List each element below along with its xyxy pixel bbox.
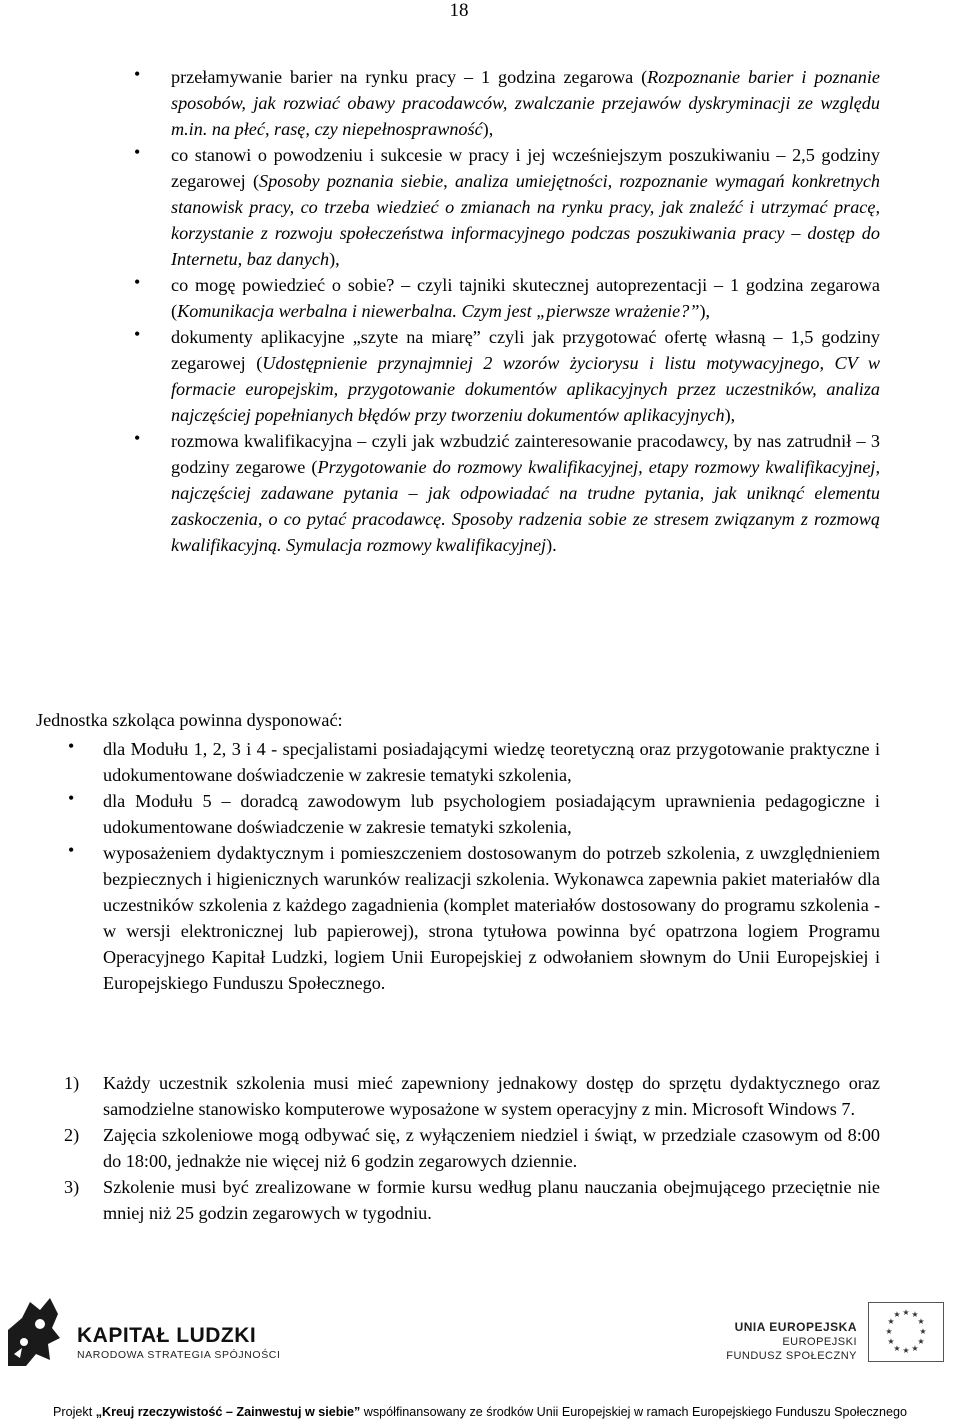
requirements-list bbox=[64, 736, 880, 996]
item-end: ), bbox=[482, 119, 494, 139]
requirements-intro: Jednostka szkoląca powinna dysponować: bbox=[36, 710, 343, 730]
bullet-icon: • bbox=[134, 272, 141, 292]
item-number: 2) bbox=[64, 1125, 80, 1145]
svg-text:★: ★ bbox=[917, 1317, 925, 1326]
footer-suffix: współfinansowany ze środków Unii Europejskiej w ramach Europejskiego Funduszu Społecznego bbox=[360, 1405, 907, 1419]
eu-label bbox=[726, 1320, 857, 1363]
bullet-icon: • bbox=[134, 64, 141, 84]
item-text: Szkolenie musi być zrealizowane w formie kursu według planu nauczania obejmującego przeciętnie nie mniej niż 25 godzin zegarowych w tygodniu. bbox=[103, 1177, 880, 1223]
footer-logos bbox=[0, 1296, 960, 1376]
item-end: ), bbox=[329, 249, 340, 269]
list-item bbox=[64, 736, 880, 788]
svg-text:★: ★ bbox=[911, 1310, 919, 1319]
kapital-ludzki-subtitle: NARODOWA STRATEGIA SPÓJNOŚCI bbox=[77, 1349, 281, 1361]
list-item bbox=[132, 64, 880, 142]
svg-text:★: ★ bbox=[911, 1344, 919, 1353]
item-text: dla Modułu 5 – doradcą zawodowym lub psychologiem posiadającym uprawnienia pedagogiczne i udokumentowane doświadczenie w zakresie tematyki szkolenia, bbox=[103, 791, 880, 837]
item-text: rozmowa kwalifikacyjna – czyli jak wzbudzić zainteresowanie pracodawcy, by nas zatrudnił – 3 godziny zegarowe ( bbox=[171, 431, 880, 477]
svg-text:★: ★ bbox=[917, 1337, 925, 1346]
item-detail: Komunikacja werbalna i niewerbalna. Czym jest „pierwsze wrażenie?” bbox=[177, 301, 700, 321]
list-item bbox=[132, 428, 880, 558]
item-end: ), bbox=[724, 405, 736, 425]
item-detail: Przygotowanie do rozmowy kwalifikacyjnej, etapy rozmowy kwalifikacyjnej, najczęściej zadawane pytania – jak odpowiadać na trudne pytania, jak uniknąć elementu zaskoczenia, o co pytać pracodawcę. Sposoby radzenia sobie ze stresem związanym z rozmową kwalifikacyjną. Symulacja rozmowy kwalifikacyjnej bbox=[171, 457, 880, 555]
eu-label-line: EUROPEJSKI bbox=[782, 1336, 857, 1348]
svg-text:★: ★ bbox=[885, 1327, 893, 1336]
eu-label-line: UNIA EUROPEJSKA bbox=[734, 1320, 857, 1334]
footer-project-name: „Kreuj rzeczywistość – Zainwestuj w siebie” bbox=[95, 1405, 361, 1419]
list-item bbox=[64, 1070, 880, 1122]
svg-text:★: ★ bbox=[919, 1327, 927, 1336]
kapital-ludzki-emblem-icon bbox=[0, 1296, 62, 1368]
svg-text:★: ★ bbox=[902, 1346, 910, 1355]
svg-text:★: ★ bbox=[887, 1317, 895, 1326]
item-detail: Udostępnienie przynajmniej 2 wzorów życiorysu i listu motywacyjnego, CV w formacie europejskim, przygotowanie dokumentów aplikacyjnych przez uczestników, analiza najczęściej popełnianych błędów przy tworzeniu dokumentów aplikacyjnych bbox=[171, 353, 880, 425]
list-item bbox=[132, 272, 880, 324]
kapital-ludzki-title: KAPITAŁ LUDZKI bbox=[77, 1324, 257, 1347]
item-text: Każdy uczestnik szkolenia musi mieć zapewniony jednakowy dostęp do sprzętu dydaktycznego oraz samodzielne stanowisko komputerowe wyposażone w system operacyjny z min. Microsoft Windows 7. bbox=[103, 1073, 880, 1119]
footer-prefix: Projekt bbox=[53, 1405, 96, 1419]
list-item bbox=[132, 324, 880, 428]
item-text: dokumenty aplikacyjne „szyte na miarę” czyli jak przygotować ofertę własną – 1,5 godziny zegarowej ( bbox=[171, 327, 880, 373]
bullet-icon: • bbox=[68, 788, 75, 808]
module-topics-list bbox=[132, 64, 880, 558]
list-item bbox=[132, 142, 880, 272]
item-end: ). bbox=[546, 535, 557, 555]
eu-flag-icon bbox=[868, 1302, 944, 1362]
eu-label-line: FUNDUSZ SPOŁECZNY bbox=[726, 1350, 857, 1362]
list-item bbox=[64, 1174, 880, 1226]
item-text: co stanowi o powodzeniu i sukcesie w pracy i jej wcześniejszym poszukiwaniu – 2,5 godziny zegarowej ( bbox=[171, 145, 880, 191]
item-text: co mogę powiedzieć o sobie? – czyli tajniki skutecznej autoprezentacji – 1 godzina zegarowa ( bbox=[171, 275, 880, 321]
bullet-icon: • bbox=[134, 324, 141, 344]
item-end: ), bbox=[699, 301, 711, 321]
bullet-icon: • bbox=[68, 736, 75, 756]
bullet-icon: • bbox=[134, 428, 141, 448]
bullet-icon: • bbox=[68, 840, 75, 860]
list-item bbox=[64, 840, 880, 996]
svg-text:★: ★ bbox=[893, 1344, 901, 1353]
item-text: przełamywanie barier na rynku pracy – 1 godzina zegarowa ( bbox=[171, 67, 648, 87]
item-number: 1) bbox=[64, 1073, 80, 1093]
footer-project-text bbox=[0, 1405, 960, 1419]
list-item bbox=[64, 788, 880, 840]
list-item bbox=[64, 1122, 880, 1174]
page-number: 18 bbox=[449, 0, 469, 21]
bullet-icon: • bbox=[134, 142, 141, 162]
item-number: 3) bbox=[64, 1177, 80, 1197]
svg-text:★: ★ bbox=[887, 1337, 895, 1346]
item-text: dla Modułu 1, 2, 3 i 4 - specjalistami posiadającymi wiedzę teoretyczną oraz przygotowanie praktyczne i udokumentowane doświadczenie w zakresie tematyki szkolenia, bbox=[103, 739, 880, 785]
conditions-list bbox=[64, 1070, 880, 1226]
item-text: wyposażeniem dydaktycznym i pomieszczeniem dostosowanym do potrzeb szkolenia, z uwzględnieniem bezpiecznych i higienicznych warunków realizacji szkolenia. Wykonawca zapewnia pakiet materiałów dla uczestników szkolenia z każdego zagadnienia (komplet materiałów dostosowany do programu szkolenia - w wersji elektronicznej lub papierowej), strona tytułowa powinna być opatrzona logiem Programu Operacyjnego Kapitał Ludzki, logiem Unii Europejskiej z odwołaniem słownym do Unii Europejskiej i Europejskiego Funduszu Społecznego. bbox=[103, 843, 880, 993]
item-text: Zajęcia szkoleniowe mogą odbywać się, z wyłączeniem niedziel i świąt, w przedziale czasowym od 8:00 do 18:00, jednakże nie więcej niż 6 godzin zegarowych dziennie. bbox=[103, 1125, 880, 1171]
item-detail: Sposoby poznania siebie, analiza umiejętności, rozpoznanie wymagań konkretnych stanowisk pracy, co trzeba wiedzieć o zmianach na rynku pracy, jak znaleźć i utrzymać pracę, korzystanie z rozwoju społeczeństwa informacyjnego podczas poszukiwania pracy – dostęp do Internetu, baz danych bbox=[171, 171, 880, 269]
svg-text:★: ★ bbox=[893, 1310, 901, 1319]
item-detail: Rozpoznanie barier i poznanie sposobów, jak rozwiać obawy pracodawców, zwalczanie przejawów dyskryminacji ze względu m.in. na płeć, rasę, czy niepełnosprawność bbox=[171, 67, 880, 139]
svg-text:★: ★ bbox=[902, 1308, 910, 1317]
